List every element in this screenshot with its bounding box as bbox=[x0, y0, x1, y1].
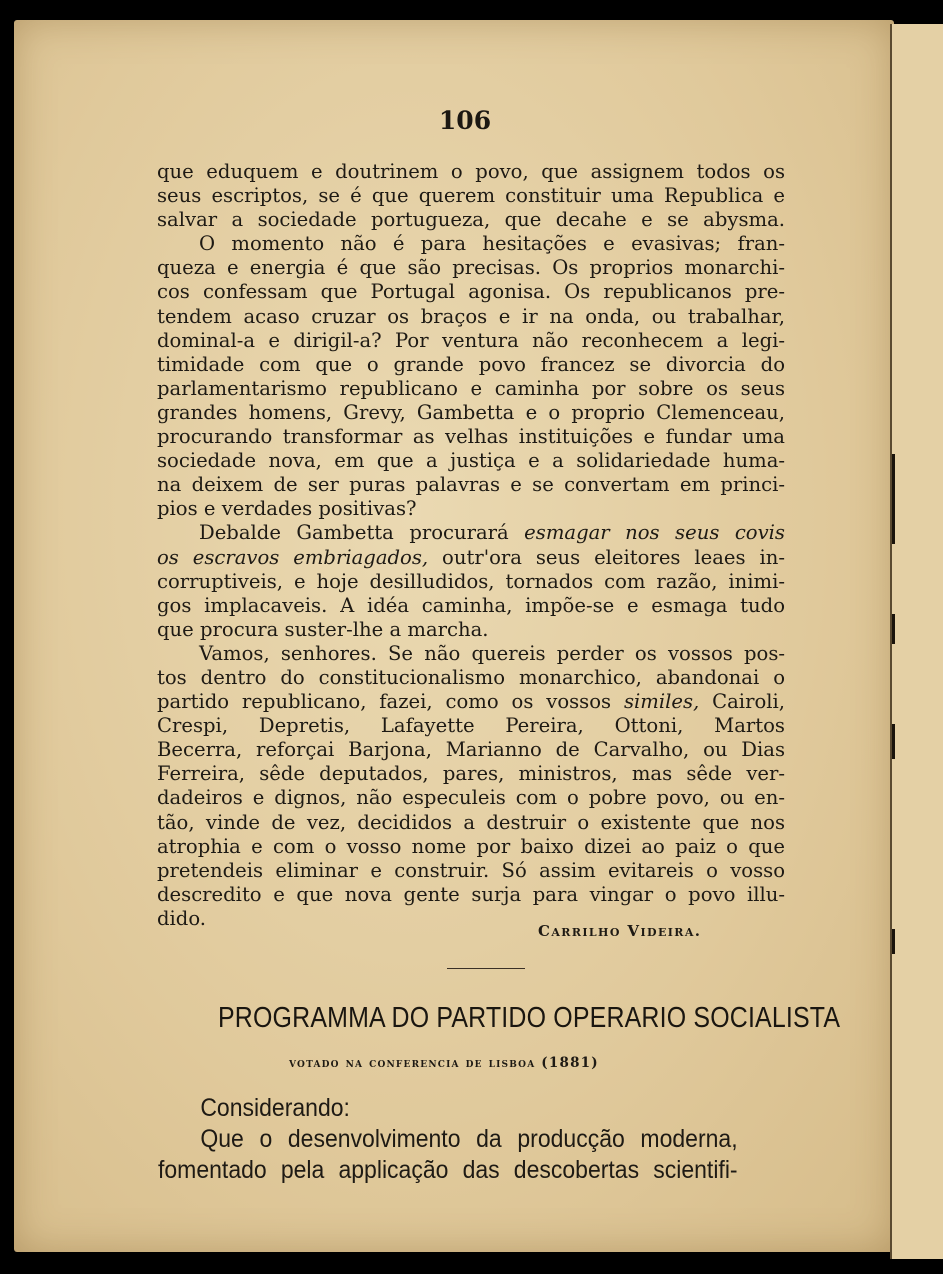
line-text: timidade com que o grande povo francez se divorcia do bbox=[157, 352, 785, 376]
body-line bbox=[157, 546, 785, 570]
line-text: seus escriptos, se é que querem constituir uma Republica e bbox=[157, 184, 785, 208]
body-line bbox=[157, 811, 785, 835]
line-text: O momento não é para hesitações e evasivas; fran- bbox=[199, 232, 785, 256]
body-line bbox=[157, 353, 785, 377]
line-text: tão, vinde de vez, decididos a destruir o existente que nos bbox=[157, 810, 785, 834]
line-text: queza e energia é que são precisas. Os proprios monarchi- bbox=[157, 256, 785, 280]
body-line bbox=[157, 184, 785, 208]
line-text: sociedade nova, em que a justiça e a solidariedade huma- bbox=[157, 449, 785, 473]
line-text: pretendeis eliminar e construir. Só assim evitareis o vosso bbox=[157, 858, 785, 882]
adjacent-page-edge bbox=[890, 24, 943, 1259]
line-text: que procura suster-lhe a marcha. bbox=[157, 617, 489, 641]
body-line bbox=[157, 835, 785, 859]
body-line bbox=[157, 570, 785, 594]
italic-text: similes, bbox=[611, 690, 700, 714]
body-line bbox=[157, 714, 785, 738]
section-divider bbox=[447, 968, 525, 969]
line-text: salvar a sociedade portugueza, que decahe e se abysma. bbox=[157, 208, 785, 232]
line-text: atrophia e com o vosso nome por baixo dizei ao paiz o que bbox=[157, 834, 785, 858]
line-text: parlamentarismo republicano e caminha por sobre os seus bbox=[157, 376, 785, 400]
body-line bbox=[157, 497, 785, 521]
author-signature: Carrilho Videira. bbox=[538, 922, 702, 940]
line-text: Ferreira, sêde deputados, pares, ministros, mas sêde ver- bbox=[157, 762, 785, 786]
line-text: que eduquem e doutrinem o povo, que assignem todos os bbox=[157, 160, 785, 183]
body-line bbox=[157, 401, 785, 425]
body-line bbox=[157, 859, 785, 883]
line-text: dominal-a e dirigil-a? Por ventura não reconhecem a legi- bbox=[157, 328, 785, 352]
body-line bbox=[157, 329, 785, 353]
line-text: outr'ora seus eleitores leaes in- bbox=[428, 545, 785, 569]
body-line bbox=[157, 473, 785, 497]
line-text: tos dentro do constitucionalismo monarchico, abandonai o bbox=[157, 665, 785, 689]
line-text: Cairoli, bbox=[699, 690, 785, 714]
body-line bbox=[157, 762, 785, 786]
program-line: fomentado pela applicação das descobertas scientifi- bbox=[158, 1156, 738, 1184]
line-text: descredito e que nova gente surja para vingar o povo illu- bbox=[157, 882, 785, 906]
line-text: Becerra, reforçai Barjona, Marianno de Carvalho, ou Dias bbox=[157, 738, 785, 762]
line-text: cos confessam que Portugal agonisa. Os republicanos pre- bbox=[157, 280, 785, 304]
line-text: gos implacaveis. A idéa caminha, impõe-se e esmaga tudo bbox=[157, 593, 785, 617]
line-text: grandes homens, Grevy, Gambetta e o proprio Clemenceau, bbox=[157, 400, 785, 424]
line-text: Debalde Gambetta procurará bbox=[199, 521, 509, 545]
line-text: pios e verdades positivas? bbox=[157, 497, 417, 521]
line-text: procurando transformar as velhas instituições e fundar uma bbox=[157, 425, 785, 449]
body-line bbox=[157, 160, 785, 184]
line-text: dido. bbox=[157, 906, 207, 930]
body-line bbox=[157, 208, 785, 232]
body-line bbox=[157, 738, 785, 762]
body-line bbox=[157, 305, 785, 329]
body-line bbox=[157, 377, 785, 401]
line-text: Crespi, Depretis, Lafayette Pereira, Ottoni, Martos bbox=[157, 714, 785, 738]
program-line: Que o desenvolvimento da producção moderna, bbox=[200, 1125, 738, 1153]
italic-text: esmagar nos seus covis bbox=[508, 521, 785, 545]
body-line bbox=[157, 280, 785, 304]
body-line bbox=[157, 232, 785, 256]
program-line: Considerando: bbox=[200, 1094, 350, 1122]
body-line bbox=[157, 618, 785, 642]
line-text: dadeiros e dignos, não especuleis com o pobre povo, ou en- bbox=[157, 786, 785, 810]
body-line bbox=[157, 594, 785, 618]
body-line bbox=[157, 425, 785, 449]
line-text: Vamos, senhores. Se não quereis perder os vossos pos- bbox=[199, 641, 785, 665]
body-line bbox=[157, 642, 785, 666]
section-subheading: votado na conferencia de lisboa (1881) bbox=[289, 1055, 599, 1071]
body-line bbox=[157, 449, 785, 473]
program-text bbox=[158, 1093, 788, 1186]
body-line bbox=[157, 256, 785, 280]
section-heading: PROGRAMMA DO PARTIDO OPERARIO SOCIALISTA bbox=[218, 1002, 841, 1034]
body-line bbox=[157, 690, 785, 714]
body-text bbox=[157, 160, 785, 931]
page-number: 106 bbox=[438, 106, 492, 135]
line-text: corruptiveis, e hoje desilludidos, tornados com razão, inimi- bbox=[157, 569, 785, 593]
body-line bbox=[157, 786, 785, 810]
line-text: partido republicano, fazei, como os vossos bbox=[157, 690, 612, 714]
line-text: tendem acaso cruzar os braços e ir na onda, ou trabalhar, bbox=[157, 304, 785, 328]
body-line bbox=[157, 521, 785, 545]
body-line bbox=[157, 883, 785, 907]
italic-text: os escravos embriagados, bbox=[157, 545, 429, 569]
body-line bbox=[157, 666, 785, 690]
line-text: na deixem de ser puras palavras e se convertam em princi- bbox=[157, 473, 785, 497]
